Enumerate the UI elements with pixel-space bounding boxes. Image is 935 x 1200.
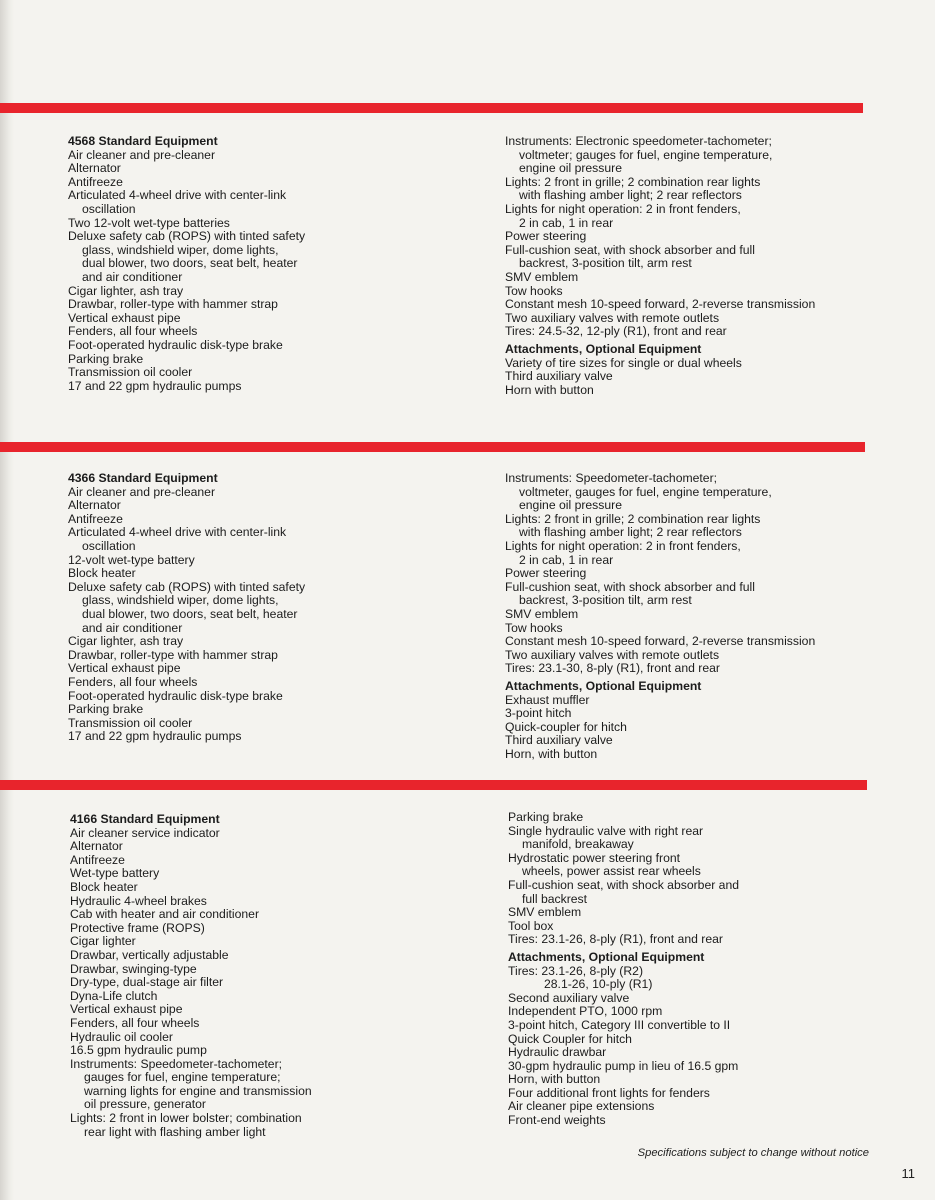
equipment-item: Dry-type, dual-stage air filter — [70, 975, 224, 990]
equipment-item: Deluxe safety cab (ROPS) with tinted safety — [68, 579, 306, 594]
attachment-item: Exhaust muffler — [505, 692, 590, 707]
equipment-item: gauges for fuel, engine temperature; — [84, 1070, 281, 1085]
equipment-item: Wet-type battery — [70, 866, 160, 881]
equipment-item: Articulated 4-wheel drive with center-link — [68, 188, 287, 203]
equipment-item: engine oil pressure — [519, 161, 622, 176]
equipment-item: Antifreeze — [68, 174, 123, 189]
equipment-item: Instruments: Speedometer-tachometer; — [505, 471, 718, 485]
attachment-item: Second auxiliary valve — [508, 990, 630, 1005]
equipment-item: wheels, power assist rear wheels — [522, 864, 701, 879]
equipment-item: glass, windshield wiper, dome lights, — [82, 242, 279, 257]
equipment-item: Cigar lighter, ash tray — [68, 634, 184, 649]
equipment-item: Alternator — [68, 498, 121, 513]
equipment-item: 17 and 22 gpm hydraulic pumps — [68, 378, 242, 393]
attachment-item: Horn, with button — [505, 746, 598, 761]
equipment-item: Vertical exhaust pipe — [70, 1002, 183, 1017]
equipment-item: Tires: 23.1-30, 8-ply (R1), front and rear — [505, 661, 720, 676]
equipment-item: 12-volt wet-type battery — [68, 552, 195, 567]
attachment-item: Front-end weights — [508, 1113, 606, 1128]
equipment-item: Hydraulic oil cooler — [70, 1029, 173, 1044]
equipment-item: and air conditioner — [82, 269, 183, 284]
equipment-item: Deluxe safety cab (ROPS) with tinted safety — [68, 229, 306, 244]
equipment-item: Full-cushion seat, with shock absorber and — [508, 877, 740, 892]
attachment-item: 3-point hitch — [505, 706, 572, 721]
equipment-item: Hydrostatic power steering front — [508, 850, 681, 865]
equipment-item: Block heater — [68, 566, 136, 581]
equipment-item: dual blower, two doors, seat belt, heater — [82, 606, 298, 621]
section-divider-4366 — [0, 442, 865, 452]
equipment-continued-4568 — [505, 135, 815, 397]
attachments-heading: Attachments, Optional Equipment — [508, 949, 705, 964]
equipment-item: oscillation — [82, 538, 136, 553]
equipment-item: Tires: 23.1-26, 8-ply (R1), front and rear — [508, 932, 723, 947]
equipment-item: backrest, 3-position tilt, arm rest — [519, 256, 692, 271]
equipment-item: 2 in cab, 1 in rear — [519, 552, 614, 567]
attachment-item: Four additional front lights for fenders — [508, 1085, 710, 1100]
equipment-item: Tires: 24.5-32, 12-ply (R1), front and rear — [505, 324, 727, 339]
equipment-item: Lights for night operation: 2 in front fenders, — [505, 538, 741, 553]
equipment-item: Tow hooks — [505, 283, 563, 298]
equipment-item: Cigar lighter — [70, 934, 136, 949]
equipment-item: Fenders, all four wheels — [68, 674, 198, 689]
equipment-item: Vertical exhaust pipe — [68, 661, 181, 676]
equipment-item: Instruments: Speedometer-tachometer; — [70, 1056, 283, 1071]
equipment-item: Drawbar, roller-type with hammer strap — [68, 297, 278, 312]
equipment-item: Articulated 4-wheel drive with center-link — [68, 525, 287, 540]
attachment-item: 30-gpm hydraulic pump in lieu of 16.5 gpm — [508, 1058, 739, 1073]
equipment-item: Cab with heater and air conditioner — [70, 907, 260, 922]
equipment-item: Lights for night operation: 2 in front fenders, — [505, 201, 741, 216]
equipment-item: Air cleaner and pre-cleaner — [68, 147, 216, 162]
equipment-item: and air conditioner — [82, 620, 183, 635]
attachment-item: Horn, with button — [508, 1072, 601, 1087]
equipment-item: Alternator — [70, 839, 123, 854]
attachment-item: Quick-coupler for hitch — [505, 719, 627, 734]
equipment-item: Constant mesh 10-speed forward, 2-reverse transmission — [505, 634, 816, 649]
equipment-item: backrest, 3-position tilt, arm rest — [519, 593, 692, 608]
equipment-item: Tow hooks — [505, 620, 563, 635]
equipment-item: oil pressure, generator — [84, 1097, 206, 1112]
equipment-item: Air cleaner and pre-cleaner — [68, 484, 216, 499]
equipment-item: Fenders, all four wheels — [70, 1015, 200, 1030]
equipment-item: 16.5 gpm hydraulic pump — [70, 1043, 207, 1058]
equipment-item: Antifreeze — [70, 852, 125, 867]
equipment-item: Power steering — [505, 566, 587, 581]
equipment-item: with flashing amber light; 2 rear reflectors — [519, 188, 742, 203]
equipment-item: SMV emblem — [508, 905, 582, 920]
standard-equipment-4366 — [68, 472, 305, 744]
equipment-item: Instruments: Electronic speedometer-tachometer; — [505, 134, 772, 148]
equipment-item: Two 12-volt wet-type batteries — [68, 215, 230, 230]
equipment-item: engine oil pressure — [519, 498, 622, 513]
equipment-item: Foot-operated hydraulic disk-type brake — [68, 337, 283, 352]
equipment-item: Lights: 2 front in grille; 2 combination rear lights — [505, 174, 761, 189]
equipment-item: SMV emblem — [505, 606, 579, 621]
equipment-item: glass, windshield wiper, dome lights, — [82, 593, 279, 608]
equipment-item: Power steering — [505, 229, 587, 244]
equipment-item: Transmission oil cooler — [68, 715, 193, 730]
equipment-item: Parking brake — [68, 351, 144, 366]
equipment-item: Single hydraulic valve with right rear — [508, 823, 704, 838]
equipment-item: Lights: 2 front in lower bolster; combination — [70, 1111, 302, 1126]
equipment-item: Tool box — [508, 918, 554, 933]
attachment-item: Horn with button — [505, 382, 594, 397]
attachment-item: 3-point hitch, Category III convertible to II — [508, 1017, 731, 1032]
equipment-item: Lights: 2 front in grille; 2 combination rear lights — [505, 511, 761, 526]
binding-gutter — [0, 0, 14, 1200]
equipment-item: full backrest — [522, 891, 588, 906]
equipment-continued-4366 — [505, 472, 815, 761]
equipment-item: Protective frame (ROPS) — [70, 920, 205, 935]
equipment-item: 17 and 22 gpm hydraulic pumps — [68, 729, 242, 744]
equipment-item: voltmeter; gauges for fuel, engine temperature, — [519, 147, 773, 162]
equipment-item: Alternator — [68, 161, 121, 176]
equipment-item: Drawbar, roller-type with hammer strap — [68, 647, 278, 662]
equipment-item: Air cleaner service indicator — [70, 825, 220, 840]
equipment-item: Constant mesh 10-speed forward, 2-reverse transmission — [505, 297, 816, 312]
equipment-item: Full-cushion seat, with shock absorber and full — [505, 242, 755, 257]
equipment-item: Transmission oil cooler — [68, 365, 193, 380]
attachment-item: Hydraulic drawbar — [508, 1045, 607, 1060]
attachment-item: Quick Coupler for hitch — [508, 1031, 632, 1046]
equipment-item: 2 in cab, 1 in rear — [519, 215, 614, 230]
equipment-item: Foot-operated hydraulic disk-type brake — [68, 688, 283, 703]
equipment-item: warning lights for engine and transmission — [84, 1083, 312, 1098]
attachment-item: Variety of tire sizes for single or dual wheels — [505, 355, 742, 370]
attachment-item: 28.1-26, 10-ply (R1) — [544, 977, 653, 992]
equipment-item: with flashing amber light; 2 rear reflectors — [519, 525, 742, 540]
standard-equipment-4166 — [70, 813, 312, 1139]
equipment-item: oscillation — [82, 201, 136, 216]
equipment-item: dual blower, two doors, seat belt, heater — [82, 256, 298, 271]
equipment-item: Drawbar, vertically adjustable — [70, 947, 229, 962]
equipment-item: Block heater — [70, 879, 138, 894]
section-heading: 4166 Standard Equipment — [70, 812, 220, 826]
attachment-item: Tires: 23.1-26, 8-ply (R2) — [508, 963, 644, 978]
equipment-item: Drawbar, swinging-type — [70, 961, 197, 976]
attachment-item: Air cleaner pipe extensions — [508, 1099, 655, 1114]
equipment-item: Two auxiliary valves with remote outlets — [505, 310, 720, 325]
equipment-item: Cigar lighter, ash tray — [68, 283, 184, 298]
equipment-item: Parking brake — [68, 702, 144, 717]
equipment-item: Full-cushion seat, with shock absorber and full — [505, 579, 755, 594]
section-divider-4166 — [0, 780, 867, 790]
equipment-item: manifold, breakaway — [522, 837, 634, 852]
section-divider-4568 — [0, 103, 863, 113]
equipment-item: Fenders, all four wheels — [68, 324, 198, 339]
standard-equipment-4568 — [68, 135, 305, 393]
equipment-item: Hydraulic 4-wheel brakes — [70, 893, 207, 908]
equipment-item: Parking brake — [508, 810, 584, 824]
specifications-notice: Specifications subject to change without notice — [637, 1147, 869, 1159]
attachment-item: Third auxiliary valve — [505, 369, 613, 384]
equipment-item: SMV emblem — [505, 269, 579, 284]
page-number: 11 — [901, 1166, 915, 1181]
attachments-heading: Attachments, Optional Equipment — [505, 678, 702, 693]
equipment-item: Vertical exhaust pipe — [68, 310, 181, 325]
section-heading: 4366 Standard Equipment — [68, 471, 218, 485]
section-heading: 4568 Standard Equipment — [68, 134, 218, 148]
attachment-item: Third auxiliary valve — [505, 733, 613, 748]
equipment-item: voltmeter, gauges for fuel, engine temperature, — [519, 484, 772, 499]
equipment-continued-4166 — [508, 811, 739, 1128]
equipment-item: rear light with flashing amber light — [84, 1124, 266, 1139]
attachment-item: Independent PTO, 1000 rpm — [508, 1004, 663, 1019]
equipment-item: Antifreeze — [68, 511, 123, 526]
equipment-item: Two auxiliary valves with remote outlets — [505, 647, 720, 662]
equipment-item: Dyna-Life clutch — [70, 988, 158, 1003]
attachments-heading: Attachments, Optional Equipment — [505, 341, 702, 356]
